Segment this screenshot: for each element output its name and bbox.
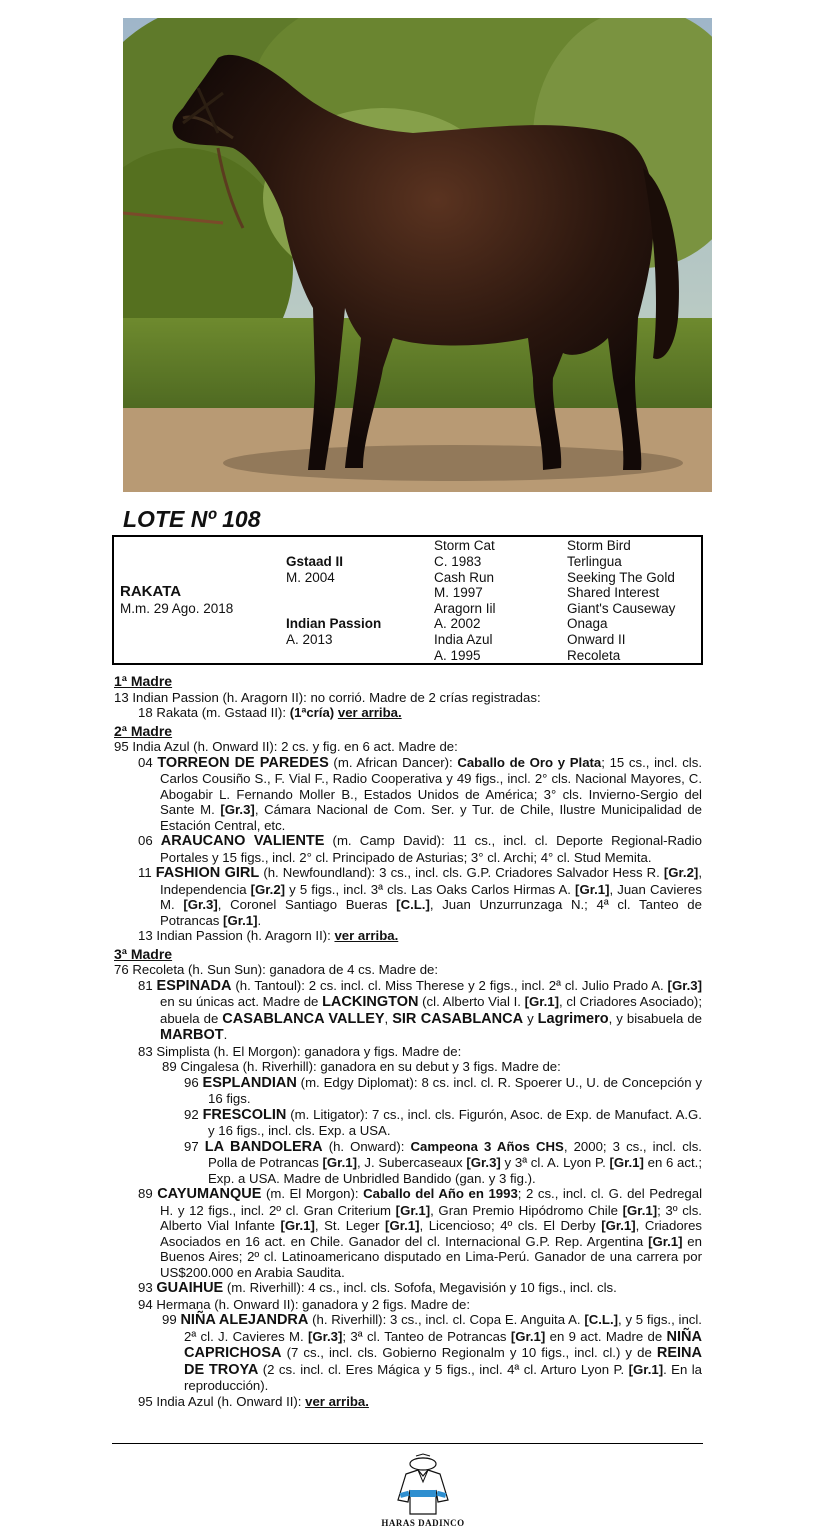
entry-line: 76 Recoleta (h. Sun Sun): ganadora de 4 cs. Madre de: [114,962,439,977]
entry-line: 93 GUAIHUE (m. Riverhill): 4 cs., incl. cls. Sofofa, Megavisión y 10 figs., incl. cls. [138,1280,617,1296]
g4-cell: Terlingua [567,554,622,569]
g3-cell: M. 1997 [434,585,483,600]
entry-line: 92 FRESCOLIN (m. Litigator): 7 cs., incl. cls. Figurón, Asoc. de Exp. de Manufact. A.G. y 16 figs., incl. cls. Exp. a USA. [184,1106,702,1138]
entry-line: 83 Simplista (h. El Morgon): ganadora y figs. Madre de: [138,1043,462,1059]
entry-line: 81 ESPINADA (h. Tantoul): 2 cs. incl. cl. Miss Therese y 2 figs., incl. 2ª cl. Julio Prado A. [Gr.3] en su únicas act. Madre de LACKINGTON (cl. Alberto Vial I. [Gr.1], cl Criadores Asociado); abuela de CASABLANCA VALLEY, SIR CASABLANCA y Lagrimero, y bisabuela de MARBOT. [138,977,702,1043]
g3-cell: A. 1995 [434,648,481,663]
entry-line: 94 Hermana (h. Onward II): ganadora y 2 figs. Madre de: [138,1296,471,1312]
footer-divider [112,1443,703,1444]
entry-line: 04 TORREON DE PAREDES (m. African Dancer): Caballo de Oro y Plata; 15 cs., incl. cls. Carlos Cousiño S., F. Vial F., Radio Cooperativa y 49 figs., incl. 2° cls. Nacional Mayores, C. Abogabir L. Fernando Moller B., Estados Unidos de América; 3° cls. Invierno-Sergio del Sante M. [Gr.3], Cámara Nacional de Com. Ser. y Tur. de Chile, Ilustre Municipalidad de Estación Central, etc. [138,754,702,833]
horse-photo [123,18,712,492]
lot-title: LOTE Nº 108 [123,506,261,532]
g4-cell: Shared Interest [567,585,660,600]
entry-line: 06 ARAUCANO VALIENTE (m. Camp David): 11 cs., incl. cl. Deporte Regional-Radio Portales y 15 figs., incl. 2° cl. Principado de Asturias; 3° cl. Archi; 4° cl. Stud Memita. [138,833,702,865]
dam-info: A. 2013 [286,632,333,647]
g4-cell: Giant's Causeway [567,601,676,616]
g4-cell: Onaga [567,616,608,631]
entry-line: 18 Rakata (m. Gstaad II): (1ªcría) ver arriba. [138,705,402,720]
g3-cell: A. 2002 [434,616,481,631]
entry-line: 96 ESPLANDIAN (m. Edgy Diplomat): 8 cs. incl. cl. R. Spoerer U., U. de Concepción y 16 figs. [184,1074,702,1106]
entry-line: 95 India Azul (h. Onward II): ver arriba. [138,1393,369,1409]
section-heading: 2ª Madre [114,722,173,739]
g3-cell: Cash Run [434,570,495,585]
entry-line: 11 FASHION GIRL (h. Newfoundland): 3 cs., incl. cls. G.P. Criadores Salvador Hess R. [Gr.2], Independencia [Gr.2] y 5 figs., incl. 3ª cls. Las Oaks Carlos Hirmas A. [Gr.1], Juan Cavieres M. [Gr.3], Coronel Santiago Bueras [C.L.], Juan Unzurrunzaga N.; 4ª cl. Tanteo de Potrancas [Gr.1]. [138,865,702,928]
haras-name: HARAS DADINCO [381,1518,465,1528]
pedigree-table [112,535,703,665]
jockey-silks-icon [378,1452,468,1518]
g4-cell: Storm Bird [567,538,631,553]
entry-line: 97 LA BANDOLERA (h. Onward): Campeona 3 Años CHS, 2000; 3 cs., incl. cls. Polla de Potrancas [Gr.1], J. Subercaseaux [Gr.3] y 3ª cl. A. Lyon P. [Gr.1] en 6 act.; Exp. a USA. Madre de Unbridled Bandido (gan. y 3 fig.). [184,1138,702,1186]
sire-info: M. 2004 [286,570,335,585]
haras-logo [378,1452,468,1536]
sire-name: Gstaad II [286,554,344,569]
entry-line: 89 Cingalesa (h. Riverhill): ganadora en su debut y 3 figs. Madre de: [162,1059,561,1074]
g4-cell: Recoleta [567,648,621,663]
horse-info: M.m. 29 Ago. 2018 [120,601,234,616]
g4-cell: Onward II [567,632,626,647]
catalog-text [114,671,702,1409]
dam-name: Indian Passion [286,616,382,631]
g3-cell: Aragorn Iil [434,601,496,616]
g4-cell: Seeking The Gold [567,570,675,585]
entry-line: 13 Indian Passion (h. Aragorn II): no corrió. Madre de 2 crías registradas: [114,689,541,705]
g3-cell: India Azul [434,632,493,647]
entry-line: 99 NIÑA ALEJANDRA (h. Riverhill): 3 cs., incl. cl. Copa E. Anguita A. [C.L.], y 5 figs., incl. 2ª cl. J. Cavieres M. [Gr.3]; 3ª cl. Tanteo de Potrancas [Gr.1] en 9 act. Madre de NIÑA CAPRICHOSA (7 cs., incl. cls. Gobierno Regionalm y 10 figs., incl. cl.) y de REINA DE TROYA (2 cs. incl. cl. Eres Mágica y 5 figs., incl. 4ª cl. Arturo Lyon P. [Gr.1]. En la reproducción). [162,1312,702,1393]
entry-line: 89 CAYUMANQUE (m. El Morgon): Caballo del Año en 1993; 2 cs., incl. cl. G. del Pedregal H. y 12 figs., incl. 2º cl. Gran Criterium [Gr.1], Gran Premio Hipódromo Chile [Gr.1]; 3º cls. Alberto Vial Infante [Gr.1], St. Leger [Gr.1], Licencioso; 4º cls. El Derby [Gr.1], Criadores Asociados en 16 act. en Chile. Ganador del cl. Internacional G.P. Rep. Argentina [Gr.1] en Buenos Aires; 2º cl. Latinoamericano disputado en Lima-Perú. Ganador de una carrera por US$200.000 en Arabia Saudita. [138,1186,703,1280]
entry-line: 95 India Azul (h. Onward II): 2 cs. y fig. en 6 act. Madre de: [114,739,458,754]
entry-line: 13 Indian Passion (h. Aragorn II): ver arriba. [138,928,399,943]
g3-cell: C. 1983 [434,554,482,569]
section-heading: 1ª Madre [114,673,173,689]
section-heading: 3ª Madre [114,945,173,962]
horse-name: RAKATA [120,583,182,600]
g3-cell: Storm Cat [434,538,495,553]
